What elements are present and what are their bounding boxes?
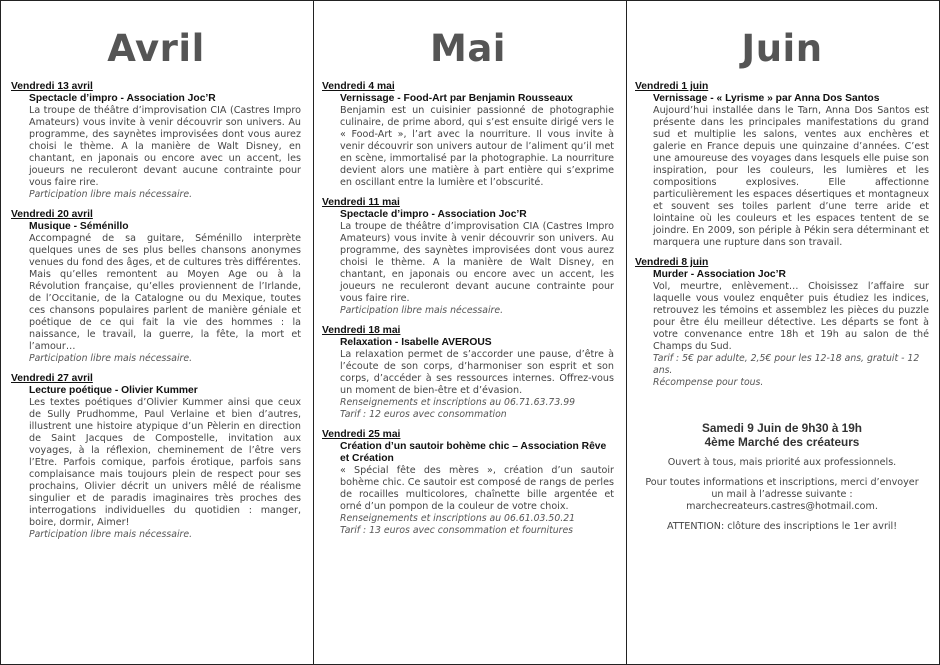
column-avril [1, 1, 314, 664]
month-heading: Juin [741, 27, 823, 70]
event-date: Vendredi 25 mai [322, 429, 401, 440]
event-description: La troupe de théâtre d’improvisation CIA (Castres Impro Amateurs) vous invite à venir découvrir son univers. Au programme, des saynètes improvisées dont vous aurez choisi le thème. A la manière de Walt Disney, en chantant, en japonais ou encore avec un accent, les joueurs ne reculeront devant aucune contrainte pour vous faire rire. [29, 105, 301, 188]
event-description: Benjamin est un cuisinier passionné de photographie culinaire, de prime abord, qui s’est ensuite dirigé vers le « Food-Art », l’art avec la nourriture. Il vous invite à venir découvrir son univers autour de l’aliment qu’il met en scène, immortalisé par la photographie. La nourriture devient alors une matière à part entière qui s’exprime en oscillant entre la lumière et l’obscurité. [340, 105, 614, 188]
event-description: Vol, meurtre, enlèvement… Choisissez l’affaire sur laquelle vous voulez enquêter puis étudiez les indices, retrouvez les témoins et assemblez les pièces du puzzle pour être élu meilleur détective. Les départs se font à votre convenance entre 18h et 19h au salon de thé Champs du Sud. [653, 281, 929, 352]
market-open-info: Ouvert à tous, mais priorité aux professionnels. [667, 457, 897, 468]
event-title: Musique - Séménillo [29, 221, 129, 232]
event-description: Aujourd’hui installée dans le Tarn, Anna Dos Santos est présente dans les principales manifestations du grand sud et multiplie les salons, ventes aux enchères et galerie en France depuis une quinzaine d’années. C’est une amoureuse des voyages dans lesquels elle puise son inspiration, pour les couleurs, les lumières et les compositions explosives. Elle affectionne particulièrement les espaces désertiques et montagneux et souvent ses toiles parlent d’une terre aride et lointaine où les couleurs et les espaces tentent de se joindre. En 2009, son périple à Pékin sera déterminant et marquera une rupture dans son travail. [653, 105, 929, 248]
month-heading: Avril [107, 27, 205, 70]
event-price-note: Tarif : 12 euros avec consommation [340, 409, 507, 420]
event-date: Vendredi 13 avril [11, 81, 93, 92]
market-title: 4ème Marché des créateurs [704, 435, 860, 449]
event-note: Participation libre mais nécessaire. [29, 529, 193, 540]
column-juin [627, 1, 939, 664]
event-date: Vendredi 4 mai [322, 81, 395, 92]
event-date: Vendredi 20 avril [11, 209, 93, 220]
market-deadline-info: ATTENTION: clôture des inscriptions le 1er avril! [666, 521, 898, 532]
event-note: Participation libre mais nécessaire. [340, 305, 504, 316]
market-contact-info: Pour toutes informations et inscriptions, merci d’envoyer un mail à l’adresse suivante : marchecreateurs.castres@hotmail.com. [645, 477, 919, 512]
event-title: Vernissage - Food-Art par Benjamin Rousseaux [340, 93, 573, 104]
event-contact-note: Renseignements et inscriptions au 06.71.63.73.99 [340, 397, 576, 408]
event-item [11, 373, 301, 541]
event-item [11, 81, 301, 201]
event-description: La relaxation permet de s’accorder une pause, d’être à l’écoute de son corps, d’harmoniser son esprit et son corps, d’accéder à ses ressources internes. Offrez-vous un moment de bien-être et d’évasion. [340, 349, 614, 396]
event-item [322, 325, 614, 421]
event-item [635, 81, 929, 249]
event-price-note: Tarif : 5€ par adulte, 2,5€ pour les 12-18 ans, gratuit - 12 ans. [653, 353, 920, 376]
event-title: Spectacle d’impro - Association Joc’R [29, 93, 216, 104]
event-date: Vendredi 27 avril [11, 373, 93, 384]
event-note: Participation libre mais nécessaire. [29, 353, 193, 364]
event-title: Création d’un sautoir bohème chic – Association Rêve et Création [340, 441, 607, 464]
event-item [322, 197, 614, 317]
event-description: La troupe de théâtre d’improvisation CIA (Castres Impro Amateurs) vous invite à venir découvrir son univers. Au programme, des saynètes improvisées dont vous aurez choisi le thème. A la manière de Walt Disney, en chantant, en japonais ou encore avec un accent, les joueurs ne reculeront devant aucune contrainte pour vous faire rire. [340, 221, 614, 304]
event-title: Relaxation - Isabelle AVEROUS [340, 337, 492, 348]
month-heading: Mai [430, 27, 506, 70]
event-item [322, 429, 614, 537]
event-description: Les textes poétiques d’Olivier Kummer ainsi que ceux de Sully Prudhomme, Paul Verlaine et bien d’autres, illustrent une histoire atypique d’un Pèlerin en direction de Saint Jacques de Compostelle, invitation aux voyages, à la réflexion, cheminement de l’être vers l’Etre. Parfois comique, parfois érotique, parfois sans complaisance mais toujours plein de respect pour ses prochains, Olivier décrit un univers mêlé de réalisme singulier et de paradis imaginaires très proches des interrogations individuelles du quotidien : manger, boire, dormir, Aimer! [29, 397, 301, 528]
market-date-line: Samedi 9 Juin de 9h30 à 19h [702, 421, 862, 435]
event-date: Vendredi 18 mai [322, 325, 401, 336]
event-item [322, 81, 614, 189]
event-description: « Spécial fête des mères », création d’un sautoir bohème chic. Ce sautoir est composé de rangs de perles de rocailles multicolores, chaînette bille argentée et orné d’un pompon de la couleur de votre choix. [340, 465, 614, 512]
market-announcement [635, 421, 929, 533]
event-item [635, 257, 929, 389]
event-item [11, 209, 301, 365]
event-date: Vendredi 1 juin [635, 81, 709, 92]
event-description: Accompagné de sa guitare, Séménillo interprète quelques unes de ses plus belles chansons anonymes venues du fond des âges, et de cultures très différentes. Mais qu’elles remontent au Moyen Age ou à la Révolution française, qu’elles proviennent de l’Irlande, de l’Occitanie, de la Catalogne ou du Mexique, toutes ces chansons populaires parlent de manière géniale et poétique de ce qui fait la vie des hommes : la naissance, le travail, la guerre, la fête, la mort et l’amour… [29, 233, 301, 352]
column-mai [314, 1, 627, 664]
event-date: Vendredi 8 juin [635, 257, 709, 268]
event-note: Récompense pour tous. [653, 377, 764, 388]
event-contact-note: Renseignements et inscriptions au 06.61.03.50.21 [340, 513, 576, 524]
event-note: Participation libre mais nécessaire. [29, 189, 193, 200]
event-price-note: Tarif : 13 euros avec consommation et fournitures [340, 525, 574, 536]
event-title: Murder - Association Joc’R [653, 269, 786, 280]
event-title: Vernissage - « Lyrisme » par Anna Dos Santos [653, 93, 880, 104]
event-title: Lecture poétique - Olivier Kummer [29, 385, 198, 396]
event-date: Vendredi 11 mai [322, 197, 400, 208]
event-title: Spectacle d’impro - Association Joc’R [340, 209, 527, 220]
